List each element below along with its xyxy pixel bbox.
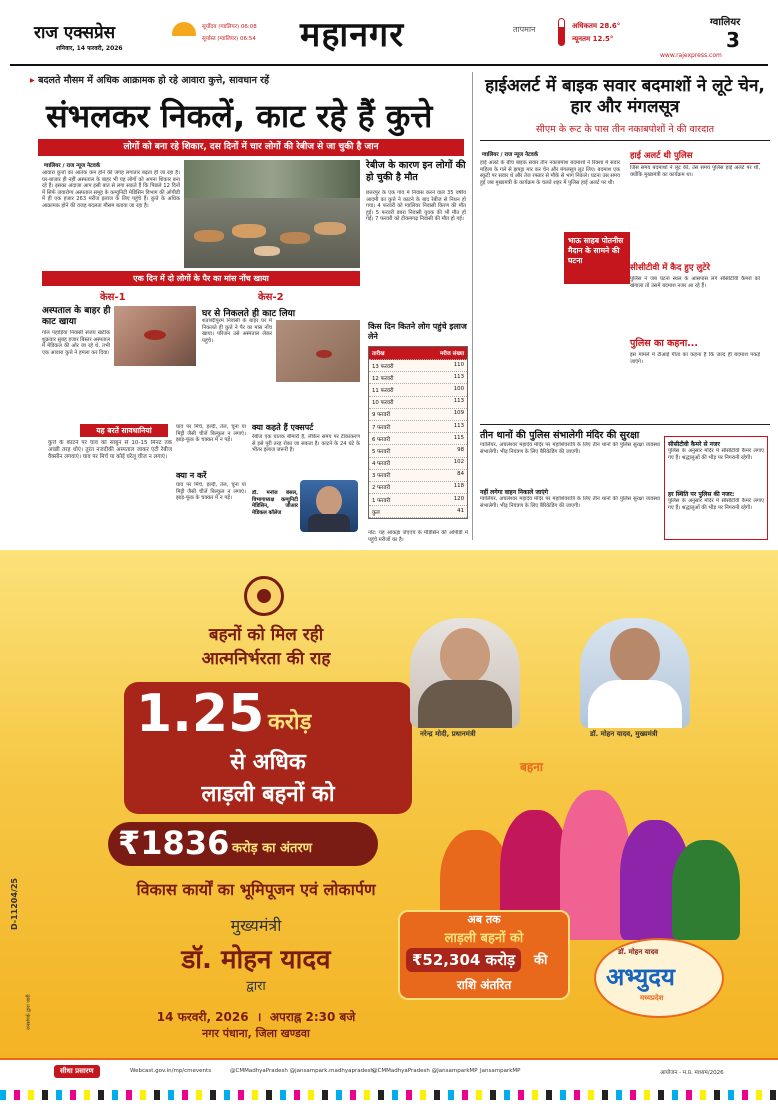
right-inset: भाऊ साहब पोतनीस मैदान के सामने की घटना bbox=[564, 232, 630, 284]
sun-icon bbox=[172, 22, 196, 36]
ad-tagline-1: बहनों को मिल रही bbox=[208, 625, 324, 645]
pm-caption: नरेन्द्र मोदी, प्रधानमंत्री bbox=[420, 730, 476, 738]
kicker: ▸ बदलते मौसम में अधिक आक्रामक हो रहे आवारा कुत्ते, सावधान रहें bbox=[30, 75, 270, 86]
table-cell-date: 4 फरवरी bbox=[372, 461, 391, 468]
table-body bbox=[369, 360, 467, 518]
masthead-rule bbox=[10, 64, 768, 66]
table-row bbox=[369, 372, 467, 384]
tips-text: कुत्ते के काटने पर घाव को साबुन से 10-15 मिनट तक अच्छी तरह धोएं। तुरंत नजदीकी अस्पताल जाकर एंटी रेबीज वैक्सीन लगवाएं। घाव पर मिर्च या कोई घरेलू चीज न लगाएं। bbox=[48, 440, 172, 461]
ad-by: द्वारा bbox=[246, 979, 266, 994]
temple-title: तीन थानों की पुलिस संभालेगी मंदिर की सुरक्षा bbox=[480, 430, 640, 441]
table-cell-count: 113 bbox=[453, 422, 464, 429]
table-cell-date: 7 फरवरी bbox=[372, 424, 391, 431]
total-line-4: राशि अंतरित bbox=[456, 978, 512, 992]
ad-footer bbox=[0, 1058, 778, 1082]
total-amount: ₹52,304 करोड़ bbox=[406, 948, 521, 972]
section-title: महानगर bbox=[300, 15, 405, 55]
cctv-text: पुलिस ने जब घटना स्थल के आसपास लगे सीसीटीवी कैमरों को खंगाला तो उसमें बदमाश नजर आ रहे हैं। bbox=[630, 276, 760, 289]
table-cell-count: 120 bbox=[453, 495, 464, 502]
table-row bbox=[369, 470, 467, 482]
table-cell-count: 113 bbox=[453, 373, 464, 380]
ad-event: विकास कार्यों का भूमिपूजन एवं लोकार्पण bbox=[136, 880, 376, 899]
right-headline: हाईअलर्ट में बाइक सवार बदमाशों ने लूटे चेन, हार और मंगलसूत्र bbox=[485, 76, 765, 117]
table-cell-date: कुल bbox=[372, 509, 380, 516]
table-cell-count: 102 bbox=[453, 459, 464, 466]
rabies-box-title: रेबीज के कारण इन लोगों की हो चुकी है मौत bbox=[366, 160, 466, 183]
live-stream-label: सीधा प्रसारण bbox=[54, 1065, 100, 1078]
table-row bbox=[369, 433, 467, 445]
table-cell-date: 2 फरवरी bbox=[372, 485, 391, 492]
table-row bbox=[369, 397, 467, 409]
ad-when: 14 फरवरी, 2026 । अपराह्न 2:30 बजे bbox=[156, 1010, 356, 1024]
edition-city: ग्वालियर bbox=[710, 17, 741, 28]
max-temp: अधिकतम 28.6° bbox=[572, 22, 621, 30]
police-says-text: इस मामले में टीआई गीता का कहना है कि जल्द ही बदमाश पकड़े जाएंगे। bbox=[630, 352, 760, 365]
right-rule bbox=[480, 140, 770, 141]
thermometer-icon bbox=[558, 18, 565, 46]
pm-portrait bbox=[410, 618, 520, 728]
side-box-subtitle: हर स्थिति पर पुलिस की नजर: bbox=[668, 491, 735, 498]
footer-link-1[interactable]: Webcast.gov.in/mp/cmevents bbox=[130, 1068, 212, 1074]
dogs-photo bbox=[184, 160, 360, 268]
table-cell-count: 110 bbox=[453, 361, 464, 368]
table-row bbox=[369, 506, 467, 518]
case2-text: शताब्दीपुरम निवासी के बाहर घर में निकलते ही कुत्ते ने पैर का मांस नोंच खाया। परिजन उसे अस्पताल लेकर पहुंचे। bbox=[202, 318, 272, 344]
right-byline: ग्वालियर / राज न्यूज नेटवर्क bbox=[482, 152, 539, 158]
expert-title: क्या कहते हैं एक्सपर्ट bbox=[252, 423, 314, 432]
table-cell-count: 84 bbox=[457, 471, 464, 478]
right-subhead: सीएम के रूट के पास तीन नकाबपोशों ने की वारदात bbox=[536, 124, 714, 135]
table-row bbox=[369, 482, 467, 494]
ad-amount-suffix: करोड़ का अंतरण bbox=[232, 841, 313, 856]
govt-advertisement bbox=[0, 550, 778, 1058]
min-temp: न्यूनतम 12.5° bbox=[572, 35, 614, 43]
website-url: www.rajexpress.com bbox=[660, 52, 722, 59]
case1-title: अस्पताल के बाहर ही काट खाया bbox=[42, 306, 111, 327]
dont-title: क्या न करें bbox=[176, 471, 207, 480]
intro-text: आवारा कुत्तों का आतंक कम होने की जगह लगातार बढ़ता ही जा रहा है। घर-बाजार ही नहीं अस्पताल के बाहर भी यह लोगों को अपना शिकार बना रहे हैं। इसका अंदाजा आप इसी बात से लगा सकते हैं कि पिछले 12 दिनों में सिर्फ जयारोग्य अस्पताल समूह के कम्युनिटी मेडिसिन विभाग की ओपीडी में ही एक हजार 263 मरीज इलाज के लिए पहुंचे हैं। कुत्ते के अधिक आक्रामक होने की वजह बदलता मौसम बताया जा रहा है। bbox=[42, 170, 180, 209]
table-cell-count: 98 bbox=[457, 446, 464, 453]
ad-code: D-11204/25 bbox=[10, 878, 19, 930]
ad-cm-name: डॉ. मोहन यादव bbox=[181, 945, 331, 975]
temple-text-2: ग्वालियर, अचलेश्वर महादेव मंदिर पर महाशिवरात्रि के लिए तीन थानों की पुलिस सुरक्षा व्यवस्था संभालेगी। भीड़ नियंत्रण के लिए बैरिकेडिंग की जाएगी। bbox=[480, 496, 660, 509]
table-cell-date: 13 फरवरी bbox=[372, 363, 394, 370]
police-alert-text: जिस समय बदमाशों ने लूट की, उस समय पुलिस हाई अलर्ट पर थी, क्योंकि मुख्यमंत्री का कार्यक्रम था। bbox=[630, 165, 760, 178]
ad-cm-label: मुख्यमंत्री bbox=[230, 916, 282, 935]
ad-tagline-2: आत्मनिर्भरता की राह bbox=[201, 649, 331, 669]
table-header-row bbox=[369, 347, 467, 360]
logo-small-text: डॉ. मोहन यादव bbox=[618, 948, 659, 956]
table-row bbox=[369, 458, 467, 470]
table-cell-count: 118 bbox=[453, 483, 464, 490]
table-cell-date: 1 फरवरी bbox=[372, 497, 391, 504]
temple-text: ग्वालियर, अचलेश्वर महादेव मंदिर पर महाशिवरात्रि के लिए तीन थानों की पुलिस सुरक्षा व्यवस्था संभालेगी। भीड़ नियंत्रण के लिए बैरिकेडिंग की जाएगी। bbox=[480, 442, 660, 455]
footer-note: आयोजन - म.प्र. माध्यम/2026 bbox=[660, 1070, 724, 1076]
total-line-1: अब तक bbox=[467, 913, 501, 926]
case2-tag: केस-2 bbox=[258, 292, 284, 303]
sunrise-time: सूर्योदय (ग्वालियर) 06:08 bbox=[202, 24, 257, 30]
dont-text-2: घाव पर मिर्च, हल्दी, तेल, चूना या मिट्टी जैसी चीजें बिल्कुल न लगाएं। झाड़-फूंक के चक्कर में न पड़ें। bbox=[176, 482, 246, 502]
right-body: हाई अलर्ट के बीच बाइक सवार तीन नकाबपोश बदमाशों ने रिक्शा में सवार महिला के गले से झपट्टा मार कर चेन और मंगलसूत्र लूट लिए। बदमाश एक स्कूटी पर सवार थे और तेज रफ्तार से मौके से भाग निकले। घटना उस समय हुई जब मुख्यमंत्री के कार्यक्रम के चलते शहर में पुलिस हाई अलर्ट पर थी। bbox=[480, 160, 620, 186]
table-cell-date: 5 फरवरी bbox=[372, 448, 391, 455]
police-says-title: पुलिस का कहना... bbox=[630, 338, 698, 349]
masthead bbox=[10, 8, 768, 64]
table-row bbox=[369, 494, 467, 506]
table-cell-count: 41 bbox=[457, 507, 464, 514]
table-note: नोट: यह आंकड़ा जेएएच के मेडिसिन की ओपीडी में पहुंचे मरीजों का है। bbox=[368, 530, 468, 543]
print-registration-marks bbox=[0, 1090, 778, 1100]
page-number: 3 bbox=[726, 28, 740, 52]
table-cell-date: 12 फरवरी bbox=[372, 375, 394, 382]
column-divider bbox=[472, 72, 473, 540]
table-cell-count: 100 bbox=[453, 385, 464, 392]
dont-text: घाव पर मिर्च, हल्दी, तेल, चूना या मिट्टी जैसी चीजें बिल्कुल न लगाएं। झाड़-फूंक के चक्कर में न पड़ें। bbox=[176, 424, 246, 444]
table-head-count: मरीज संख्या bbox=[439, 351, 464, 357]
total-line-2: लाड़ली बहनों को bbox=[444, 931, 524, 946]
footer-link-4[interactable]: JansamparkMP bbox=[480, 1068, 521, 1074]
main-headline: संभलकर निकलें, काट रहे हैं कुत्ते bbox=[46, 97, 433, 135]
issue-date: शनिवार, 14 फरवरी, 2026 bbox=[56, 45, 123, 52]
temple-subtitle: नहीं लगेगा वाहन निकाले जाएंगे bbox=[480, 489, 549, 496]
side-box bbox=[664, 436, 768, 540]
ad-where: नगर पंधाना, जिला खण्डवा bbox=[202, 1027, 310, 1040]
table-row bbox=[369, 360, 467, 372]
ad-crore: करोड़ bbox=[268, 710, 312, 735]
case-banner: एक दिन में दो लोगों के पैर का मांस नोंच खाया bbox=[42, 271, 360, 286]
case1-photo bbox=[114, 306, 196, 366]
expert-avatar bbox=[300, 480, 358, 532]
sunset-time: सूर्यास्त (ग्वालियर) 06:54 bbox=[202, 36, 256, 42]
case2-photo bbox=[276, 320, 360, 382]
table-head-date: तारीख bbox=[372, 351, 385, 357]
table-row bbox=[369, 384, 467, 396]
tips-title: यह बरतें सावधानियां bbox=[80, 424, 168, 437]
ad-line-3: लाड़ली बहनों को bbox=[201, 782, 335, 807]
total-suffix: की bbox=[534, 953, 548, 968]
table-title: किस दिन कितने लोग पहुंचे इलाज लेने bbox=[368, 322, 467, 341]
table-cell-date: 3 फरवरी bbox=[372, 473, 391, 480]
temperature-label: तापमान bbox=[513, 25, 536, 34]
table-cell-count: 115 bbox=[453, 434, 464, 441]
table-row bbox=[369, 421, 467, 433]
cm-portrait bbox=[580, 618, 690, 728]
rabies-box-text: छतरपुर के एक गांव में निवास करने वाले 35 वर्षीय आदमी का कुत्ते ने काटने के बाद रेबीज से निधन हो गया। 4 फरवरी को ग्वालियर निवासी किरण की मौत हुई। 5 फरवरी डबरा निवासी युवक की भी मौत हो गई। 7 फरवरी को टीकमगढ़ निवासी की मौत हो गई। bbox=[366, 190, 466, 223]
ad-bahna-label: बहना bbox=[520, 760, 543, 774]
temple-rule bbox=[480, 424, 770, 425]
ad-line-2: से अधिक bbox=[230, 750, 306, 775]
expert-text: रेबीज एक घातक बीमारी है, लेकिन समय पर टीकाकरण से इसे पूरी तरह रोका जा सकता है। काटने के 24 घंटे के भीतर इलाज जरूरी है। bbox=[252, 434, 360, 454]
side-box-text-2: पुलिस के अनुसार मंदिर में सीसीटीवी कैमरे लगाए गए हैं। श्रद्धालुओं की भीड़ पर निगरानी रहेगी। bbox=[668, 498, 764, 511]
case1-tag: केस-1 bbox=[100, 292, 126, 303]
footer-link-2[interactable]: @CMMadhyaPradesh @jansampark.madhyapradesh bbox=[230, 1068, 374, 1074]
table-row bbox=[369, 445, 467, 457]
table-cell-date: 9 फरवरी bbox=[372, 412, 391, 419]
logo-sub-text: मध्यप्रदेश bbox=[640, 994, 664, 1002]
patients-table bbox=[368, 346, 468, 519]
table-cell-date: 6 फरवरी bbox=[372, 436, 391, 443]
mp-emblem bbox=[244, 576, 284, 616]
side-box-text: पुलिस के अनुसार मंदिर में सीसीटीवी कैमरे लगाए गए हैं। श्रद्धालुओं की भीड़ पर निगरानी रहेगी। bbox=[668, 448, 764, 461]
table-cell-date: 11 फरवरी bbox=[372, 387, 394, 394]
table-row bbox=[369, 409, 467, 421]
cctv-title: सीसीटीवी में कैद हुए लुटेरे bbox=[630, 263, 711, 273]
expert-name: डॉ. मनोज बंसल, विभागाध्यक्ष कम्युनिटी मेडिसिन, जीआर मेडिकल कॉलेज bbox=[252, 490, 298, 516]
police-alert-title: हाई अलर्ट थी पुलिस bbox=[630, 150, 760, 164]
case2-title: घर से निकलते ही काट लिया bbox=[202, 309, 296, 319]
ad-side-note: जनसंपर्क द्वारा जारी bbox=[26, 994, 32, 1030]
brand-name: राज एक्सप्रेस bbox=[34, 23, 116, 43]
case1-text: गोल पहाड़िया निवासी संजय खटीक शुक्रवार सुबह हजार बिस्तर अस्पताल में मेडिकल की ओर जा रहे थे, तभी एक आवारा कुत्ते ने हमला कर दिया। bbox=[42, 330, 110, 356]
side-box-title: सीसीटीवी कैमरे से नजर bbox=[668, 441, 720, 448]
ad-amount: ₹1836 bbox=[118, 824, 230, 862]
ad-big-number: 1.25 bbox=[136, 684, 265, 744]
table-cell-count: 113 bbox=[453, 398, 464, 405]
table-cell-count: 109 bbox=[453, 410, 464, 417]
kicker-text: बदलते मौसम में अधिक आक्रामक हो रहे आवारा कुत्ते, सावधान रहें bbox=[38, 75, 270, 86]
logo-main-text: अभ्युदय bbox=[606, 963, 675, 991]
sub-headline: लोगों को बना रहे शिकार, दस दिनों में चार लोगों की रेबीज से जा चुकी है जान bbox=[38, 139, 464, 156]
table-cell-date: 10 फरवरी bbox=[372, 400, 394, 407]
left-byline: ग्वालियर / राज न्यूज नेटवर्क bbox=[44, 163, 101, 169]
cm-caption: डॉ. मोहन यादव, मुख्यमंत्री bbox=[590, 730, 658, 738]
footer-link-3[interactable]: @CMMadhyaPradesh @JansamparkMP bbox=[372, 1068, 478, 1074]
